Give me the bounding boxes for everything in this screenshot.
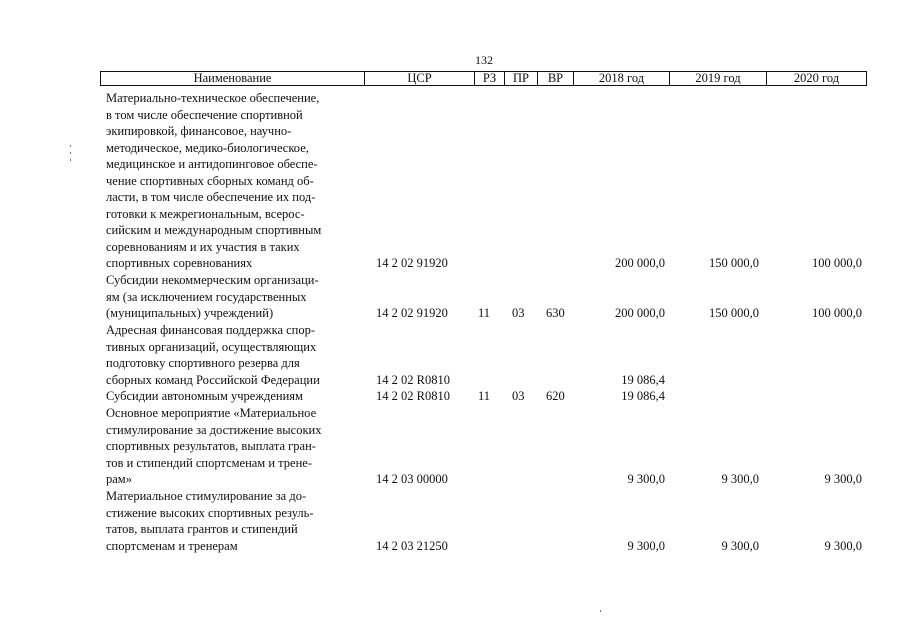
row-2020: 100 000,0 bbox=[812, 306, 862, 320]
page-number: 132 bbox=[475, 53, 493, 67]
row-name: Материальное стимулирование за до- стижение высоких спортивных резуль- татов, выплата грантов и стипендий спортсменам и тренерам bbox=[106, 489, 314, 553]
row-vr: 620 bbox=[546, 389, 565, 403]
header-csr: ЦСР bbox=[364, 72, 474, 85]
row-pr: 03 bbox=[512, 306, 525, 320]
row-csr: 14 2 02 91920 bbox=[376, 306, 448, 320]
row-2019: 150 000,0 bbox=[709, 306, 759, 320]
row-name: Материально-техническое обеспечение, в том числе обеспечение спортивной экипировкой, финансовое, научно- методическое, медико-биологическое, медицинское и антидопинговое обеспе- чение спортивных сборных команд об- ласти, в том числе обеспечение их под- готовки к межрегиональным, всерос- сийским и международным спортивным соревнованиям и их участия в таких спортивных соревнованиях bbox=[106, 91, 322, 270]
row-name: Основное мероприятие «Материальное стимулирование за достижение высоких спортивных результатов, выплата гран- тов и стипендий спортсменам и трене- рам» bbox=[106, 406, 322, 486]
row-2018: 19 086,4 bbox=[621, 373, 665, 387]
row-2018: 19 086,4 bbox=[621, 389, 665, 403]
row-csr: 14 2 03 00000 bbox=[376, 472, 448, 486]
row-csr: 14 2 02 R0810 bbox=[376, 373, 450, 387]
row-name: Адресная финансовая поддержка спор- тивных организаций, осуществляющих подготовку спортивного резерва для сборных команд Российской Федерации bbox=[106, 323, 320, 387]
scan-speck bbox=[600, 610, 601, 612]
row-2019: 150 000,0 bbox=[709, 256, 759, 270]
row-rz: 11 bbox=[478, 306, 491, 320]
row-2020: 9 300,0 bbox=[824, 539, 862, 553]
row-name: Субсидии автономным учреждениям bbox=[106, 389, 303, 403]
header-pr: ПР bbox=[504, 72, 537, 85]
row-2020: 9 300,0 bbox=[824, 472, 862, 486]
table-header bbox=[100, 71, 867, 86]
header-2020: 2020 год bbox=[766, 72, 866, 85]
row-2018: 200 000,0 bbox=[615, 306, 665, 320]
row-csr: 14 2 02 91920 bbox=[376, 256, 448, 270]
row-pr: 03 bbox=[512, 389, 525, 403]
row-2018: 9 300,0 bbox=[627, 539, 665, 553]
row-csr: 14 2 02 R0810 bbox=[376, 389, 450, 403]
row-2018: 9 300,0 bbox=[627, 472, 665, 486]
header-2018: 2018 год bbox=[573, 72, 669, 85]
scan-speck bbox=[70, 159, 71, 161]
row-2018: 200 000,0 bbox=[615, 256, 665, 270]
scan-speck bbox=[70, 152, 71, 154]
row-csr: 14 2 03 21250 bbox=[376, 539, 448, 553]
row-vr: 630 bbox=[546, 306, 565, 320]
row-2019: 9 300,0 bbox=[721, 472, 759, 486]
row-2020: 100 000,0 bbox=[812, 256, 862, 270]
header-name: Наименование bbox=[193, 71, 272, 85]
row-2019: 9 300,0 bbox=[721, 539, 759, 553]
row-rz: 11 bbox=[478, 389, 491, 403]
header-vr: ВР bbox=[537, 72, 573, 85]
row-name: Субсидии некоммерческим организаци- ям (за исключением государственных (муниципальных) учреждений) bbox=[106, 273, 319, 320]
scan-speck bbox=[70, 145, 71, 147]
header-rz: РЗ bbox=[474, 72, 504, 85]
header-2019: 2019 год bbox=[669, 72, 766, 85]
